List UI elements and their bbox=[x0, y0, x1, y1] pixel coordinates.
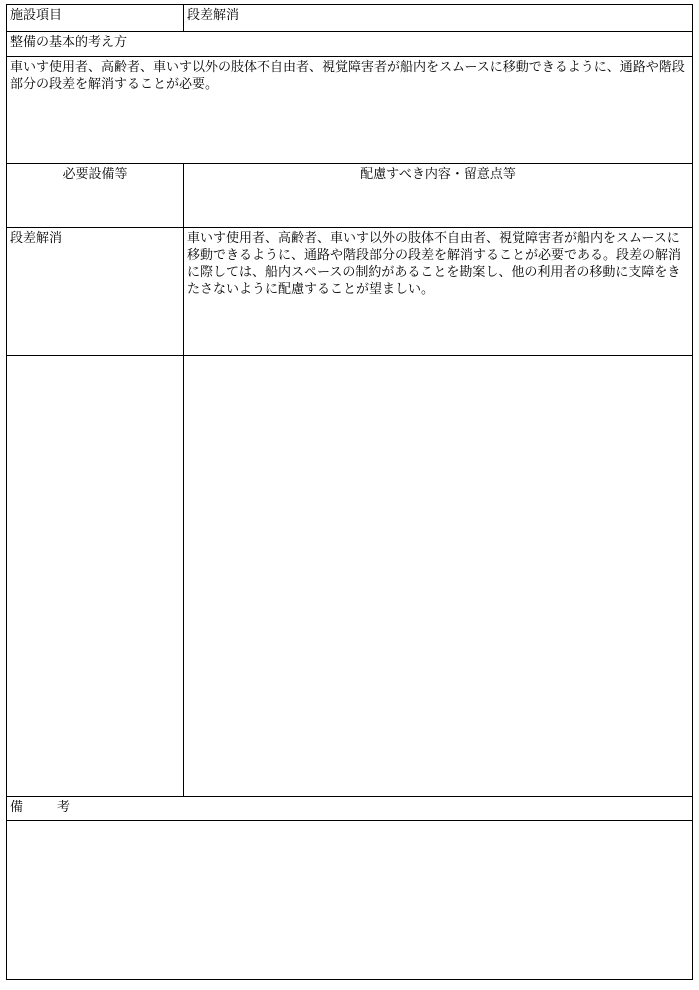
equipment-header-cell bbox=[6, 163, 184, 228]
table-row-2-equipment-cell bbox=[6, 355, 184, 797]
remarks-body-cell bbox=[6, 820, 693, 980]
notes-header-cell bbox=[183, 163, 693, 228]
equipment-header: 必要設備等 bbox=[62, 167, 128, 182]
remarks-label-second: 考 bbox=[57, 800, 71, 815]
basic-concept-label: 整備の基本的考え方 bbox=[10, 35, 128, 50]
table-row-1-notes-cell bbox=[183, 227, 693, 356]
basic-concept-text: 車いす使用者、高齢者、車いす以外の肢体不自由者、視覚障害者が船内をスムースに移動できるように、通路や階段部分の段差を解消することが必要。 bbox=[10, 60, 685, 92]
facility-item-label-cell bbox=[6, 4, 184, 32]
remarks-label-cell bbox=[6, 796, 693, 821]
table-row-1-equipment: 段差解消 bbox=[10, 231, 63, 246]
facility-sheet bbox=[6, 4, 693, 980]
notes-header: 配慮すべき内容・留意点等 bbox=[360, 167, 516, 182]
table-row-2-notes-cell bbox=[183, 355, 693, 797]
basic-concept-text-cell bbox=[6, 56, 693, 164]
facility-item-value: 段差解消 bbox=[187, 8, 240, 23]
table-row-1-equipment-cell bbox=[6, 227, 184, 356]
facility-item-label: 施設項目 bbox=[10, 8, 63, 23]
remarks-label-first: 備 bbox=[10, 800, 24, 815]
table-row-1-notes: 車いす使用者、高齢者、車いす以外の肢体不自由者、視覚障害者が船内をスムースに移動できるように、通路や階段部分の段差を解消することが必要である。段差の解消に際しては、船内スペースの制約があることを勘案し、他の利用者の移動に支障をきたさないように配慮することが望ましい。 bbox=[187, 231, 682, 297]
remarks-label bbox=[10, 799, 689, 816]
facility-item-value-cell bbox=[183, 4, 693, 32]
basic-concept-label-cell bbox=[6, 31, 693, 57]
